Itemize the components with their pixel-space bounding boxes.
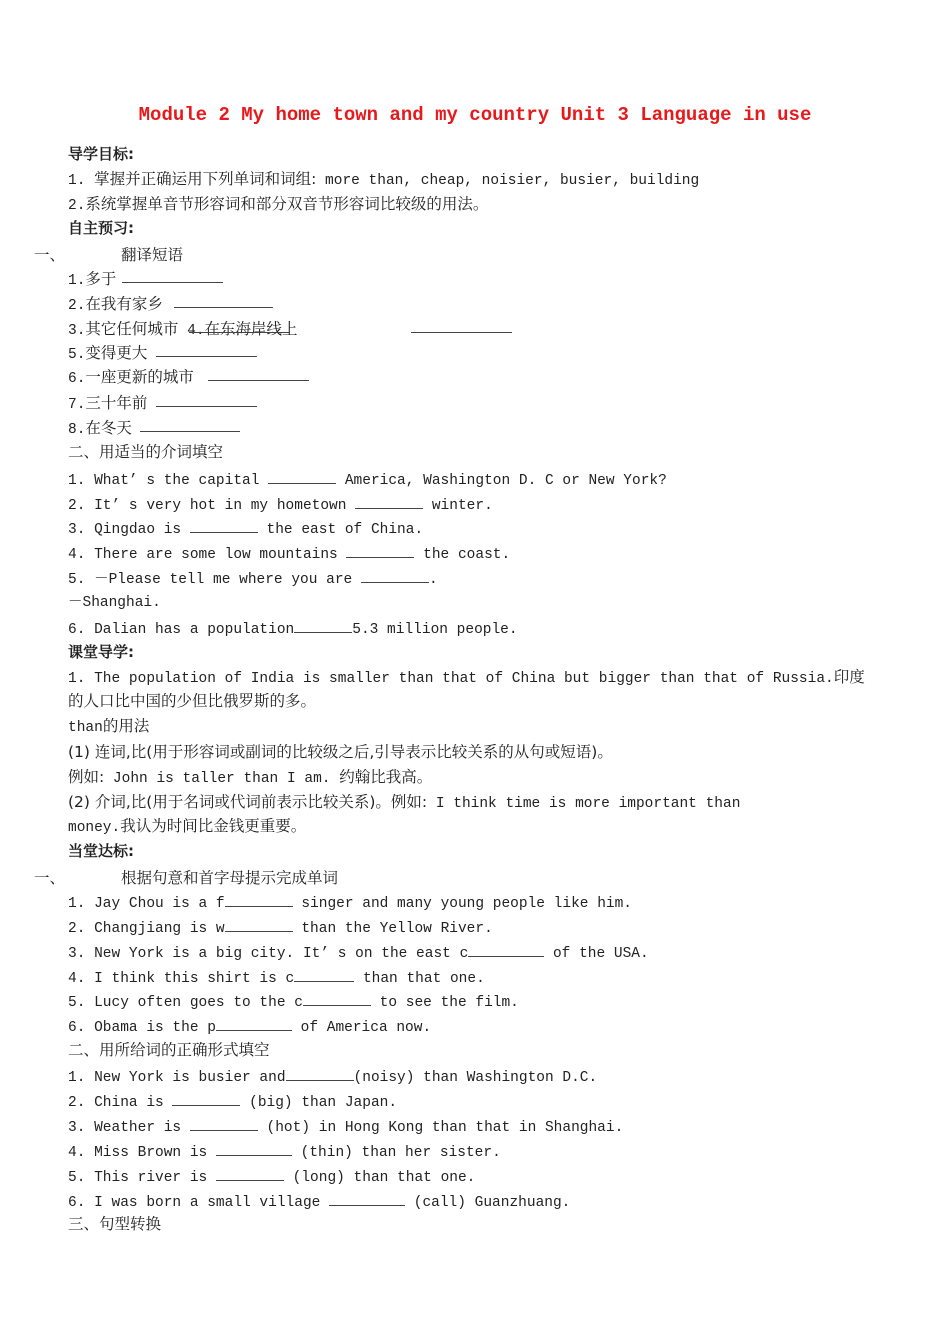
- example-en: 1. The population of India is smaller than that of China but bigger than that of Russia.: [68, 671, 834, 687]
- phrase-item: [68, 367, 194, 389]
- question-text: 5. This river is: [68, 1170, 216, 1186]
- example-label: 例如:: [68, 768, 105, 786]
- word-question: [68, 967, 485, 989]
- question-text: than that one.: [354, 971, 485, 987]
- question-text: 3. Weather is: [68, 1120, 190, 1136]
- question-text: (long) than that one.: [283, 1170, 476, 1186]
- answer-blank[interactable]: [189, 318, 289, 333]
- answer-blank[interactable]: [172, 1091, 240, 1106]
- usage-2: [68, 792, 740, 814]
- question-text: 4. I think this shirt is c: [68, 971, 295, 987]
- section-number: 一、: [34, 869, 66, 887]
- phrase-text: 在冬天: [85, 419, 132, 437]
- question-text: 5.3 million people.: [352, 622, 518, 638]
- phrase-number: 6.: [68, 371, 86, 387]
- section-number: 一、: [34, 246, 66, 264]
- phrase-item: [68, 393, 147, 415]
- form-question: [68, 1141, 501, 1163]
- answer-blank[interactable]: [225, 892, 293, 907]
- answer-blank[interactable]: [208, 366, 309, 381]
- page-title: Module 2 My home town and my country Unit 3 Language in use: [138, 104, 812, 126]
- goal-1-en: more than, cheap, noisier, busier, building: [316, 173, 700, 189]
- prep-question: [68, 494, 493, 516]
- example-sentence: [68, 667, 865, 689]
- question-text: winter.: [423, 498, 493, 514]
- question-text: (thin) than her sister.: [291, 1145, 501, 1161]
- prep-question: [68, 518, 423, 540]
- goal-2-number: 2.: [68, 198, 86, 214]
- preview-section-2: 二、用适当的介词填空: [68, 443, 224, 461]
- phrase-text: 变得更大: [85, 344, 148, 362]
- phrase-number: 7.: [68, 397, 86, 413]
- word-question: [68, 991, 519, 1013]
- question-text: 3. Qingdao is: [68, 522, 190, 538]
- phrase-text: 多于: [85, 270, 117, 288]
- example-en: John is taller than I am.: [104, 771, 340, 787]
- form-question: [68, 1191, 570, 1213]
- goal-1-number: 1.: [68, 173, 95, 189]
- prep-question: [68, 568, 438, 590]
- form-question: [68, 1116, 623, 1138]
- word-question: [68, 892, 632, 914]
- question-text: (noisy) than Washington D.C.: [353, 1070, 598, 1086]
- answer-blank[interactable]: [294, 967, 354, 982]
- question-text: .: [428, 572, 438, 588]
- question-text: (hot) in Hong Kong than that in Shanghai.: [257, 1120, 624, 1136]
- question-text: 4. Miss Brown is: [68, 1145, 216, 1161]
- question-text: 1. New York is busier and: [68, 1070, 286, 1086]
- phrase-text: 在我有家乡: [85, 295, 163, 313]
- than-usage-heading: [68, 716, 149, 738]
- phrase-item: [68, 418, 132, 440]
- phrase-number: 2.: [68, 298, 86, 314]
- example-cn: 约翰比我高。: [339, 768, 433, 786]
- phrase-item: [68, 269, 120, 291]
- usage-1-example: [68, 767, 432, 789]
- answer-blank[interactable]: [156, 342, 257, 357]
- example-translation: 的人口比中国的少但比俄罗斯的多。: [68, 692, 317, 710]
- practice-section-3: 三、句型转换: [68, 1215, 162, 1233]
- phrase-number: 5.: [68, 347, 86, 363]
- example-cn: 印度: [833, 668, 865, 686]
- answer-blank[interactable]: [268, 469, 336, 484]
- answer-blank[interactable]: [216, 1166, 284, 1181]
- phrase-item: [68, 294, 163, 316]
- question-text: 5. Lucy often goes to the c: [68, 995, 303, 1011]
- word-question: [68, 1016, 431, 1038]
- question-text: 6. I was born a small village: [68, 1195, 330, 1211]
- question-text: －Shanghai.: [68, 595, 161, 611]
- answer-blank[interactable]: [286, 1066, 354, 1081]
- form-question: [68, 1091, 397, 1113]
- question-text: 6. Obama is the p: [68, 1020, 216, 1036]
- question-text: 5. －Please tell me where you are: [68, 572, 361, 588]
- question-text: (big) than Japan.: [240, 1095, 398, 1111]
- question-text: than the Yellow River.: [292, 921, 493, 937]
- question-text: (call) Guanzhuang.: [405, 1195, 571, 1211]
- answer-blank[interactable]: [294, 618, 352, 633]
- phrase-number: 4.: [187, 323, 205, 339]
- question-text: 2. It’ s very hot in my hometown: [68, 498, 356, 514]
- question-text: singer and many young people like him.: [292, 896, 632, 912]
- prep-question: [68, 469, 667, 491]
- question-text: America, Washington D. C or New York?: [336, 473, 667, 489]
- question-text: of the USA.: [544, 946, 649, 962]
- section-label: 翻译短语: [121, 246, 184, 264]
- form-question: [68, 1166, 475, 1188]
- usage-2-translation: 我认为时间比金钱更重要。: [120, 817, 307, 835]
- question-text: the coast.: [414, 547, 511, 563]
- prep-answer: [68, 593, 161, 613]
- answer-blank[interactable]: [329, 1191, 405, 1206]
- usage-2-cn: (2) 介词,比(用于名词或代词前表示比较关系)。例如:: [68, 793, 428, 811]
- phrase-number: 1.: [68, 273, 86, 289]
- goal-2-cn: 系统掌握单音节形容词和部分双音节形容词比较级的用法。: [85, 195, 489, 213]
- question-text: 2. China is: [68, 1095, 173, 1111]
- goal-item-2: [68, 194, 488, 216]
- answer-blank[interactable]: [156, 392, 257, 407]
- question-text: 6. Dalian has a population: [68, 622, 295, 638]
- answer-blank[interactable]: [122, 268, 223, 283]
- question-text: 1. Jay Chou is a f: [68, 896, 225, 912]
- answer-blank[interactable]: [225, 917, 293, 932]
- section-label: 根据句意和首字母提示完成单词: [121, 869, 339, 887]
- phrase-text: 在东海岸线上: [204, 320, 298, 338]
- prep-question: [68, 618, 518, 640]
- answer-blank[interactable]: [174, 293, 273, 308]
- answer-blank[interactable]: [190, 1116, 258, 1131]
- preview-section-1: [34, 243, 183, 265]
- preview-heading: 自主预习:: [68, 219, 134, 237]
- answer-blank[interactable]: [411, 318, 512, 333]
- answer-blank[interactable]: [216, 1141, 292, 1156]
- goal-item-1: [68, 169, 699, 191]
- form-question: [68, 1066, 597, 1088]
- question-text: 2. Changjiang is w: [68, 921, 225, 937]
- than-word: than: [68, 720, 103, 736]
- question-text: the east of China.: [257, 522, 424, 538]
- question-text: of America now.: [291, 1020, 432, 1036]
- goal-1-cn: 掌握并正确运用下列单词和词组:: [94, 170, 317, 188]
- answer-blank[interactable]: [355, 494, 423, 509]
- answer-blank[interactable]: [361, 568, 429, 583]
- answer-blank[interactable]: [303, 991, 371, 1006]
- answer-blank[interactable]: [216, 1016, 292, 1031]
- usage-2-en: money.: [68, 820, 121, 836]
- phrase-text: 一座更新的城市: [85, 368, 194, 386]
- question-text: to see the film.: [370, 995, 519, 1011]
- phrase-number: 8.: [68, 422, 86, 438]
- answer-blank[interactable]: [468, 942, 544, 957]
- usage-2-cont: [68, 816, 306, 838]
- class-heading: 课堂导学:: [68, 643, 134, 661]
- word-question: [68, 942, 649, 964]
- question-text: 3. New York is a big city. It’ s on the east c: [68, 946, 469, 962]
- practice-heading: 当堂达标:: [68, 842, 134, 860]
- question-text: 1. What’ s the capital: [68, 473, 269, 489]
- usage-2-en: I think time is more important than: [427, 796, 741, 812]
- than-usage-label: 的用法: [102, 717, 150, 735]
- phrase-text: 三十年前: [85, 394, 148, 412]
- phrase-item: [68, 343, 147, 365]
- usage-1: (1) 连词,比(用于形容词或副词的比较级之后,引导表示比较关系的从句或短语)。: [68, 743, 613, 761]
- answer-blank[interactable]: [190, 518, 258, 533]
- question-text: 4. There are some low mountains: [68, 547, 347, 563]
- practice-section-2: 二、用所给词的正确形式填空: [68, 1041, 270, 1059]
- practice-section-1: [34, 866, 338, 888]
- phrase-text: 其它任何城市: [85, 320, 179, 338]
- goals-heading: 导学目标:: [68, 145, 134, 163]
- answer-blank[interactable]: [346, 543, 414, 558]
- word-question: [68, 917, 493, 939]
- prep-question: [68, 543, 510, 565]
- answer-blank[interactable]: [140, 417, 240, 432]
- phrase-number: 3.: [68, 323, 86, 339]
